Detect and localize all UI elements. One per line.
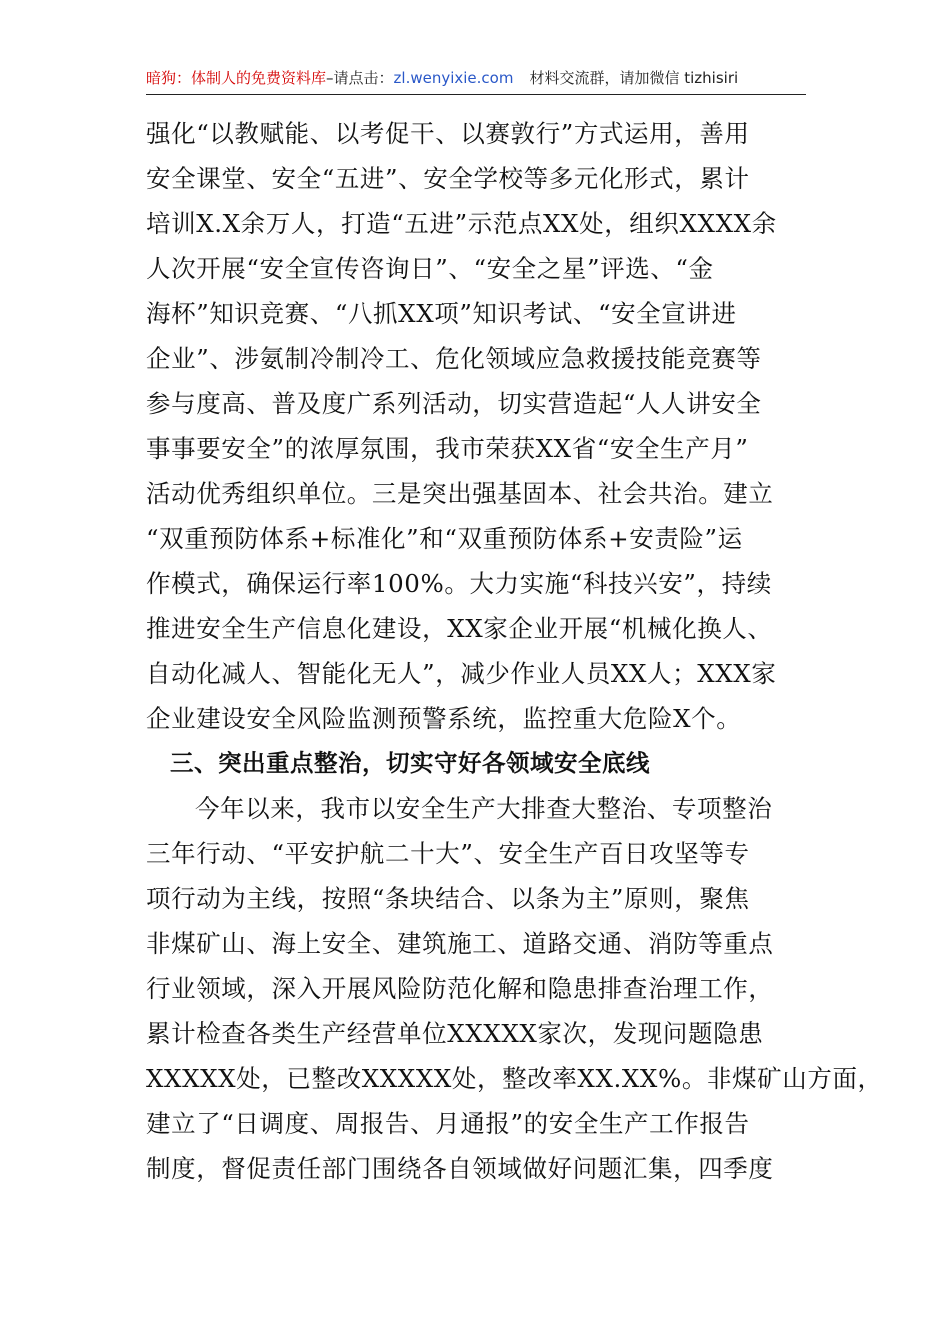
text-line: 项行动为主线，按照“条块结合、以条为主”原则，聚焦 [146, 884, 750, 913]
text-line: XXXXX处，已整改XXXXX处，整改率XX.XX%。非煤矿山方面， [146, 1064, 883, 1093]
text-line: 行业领域，深入开展风险防范化解和隐患排查治理工作， [146, 974, 774, 1003]
text-line: 自动化减人、智能化无人”，减少作业人员XX人；XXX家 [146, 659, 777, 688]
text-line: 作模式，确保运行率100%。大力实施“科技兴安”，持续 [146, 569, 772, 598]
text-line: 培训X.X余万人，打造“五进”示范点XX处，组织XXXX余 [146, 209, 777, 238]
paragraph-2 [146, 786, 883, 1191]
text-line: 建立了“日调度、周报告、月通报”的安全生产工作报告 [146, 1109, 750, 1138]
text-line: 非煤矿山、海上安全、建筑施工、道路交通、消防等重点 [146, 929, 774, 958]
text-line: 今年以来，我市以安全生产大排查大整治、专项整治 [195, 794, 773, 823]
document-body [146, 111, 883, 1191]
text-line: 推进安全生产信息化建设，XX家企业开展“机械化换人、 [146, 614, 773, 643]
text-line: 参与度高、普及度广系列活动，切实营造起“人人讲安全 [146, 389, 762, 418]
text-line: 强化“以教赋能、以考促干、以赛敦行”方式运用，善用 [146, 119, 750, 148]
text-line: 人次开展“安全宣传咨询日”、“安全之星”评选、“金 [146, 254, 714, 283]
text-line: 三年行动、“平安护航二十大”、安全生产百日攻坚等专 [146, 839, 750, 868]
text-line: 企业”、涉氨制冷制冷工、危化领域应急救援技能竞赛等 [146, 344, 762, 373]
header-group-text: 材料交流群，请加微信 tizhisiri [529, 69, 739, 87]
header-brand: 暗狗：体制人的免费资料库 [146, 69, 327, 87]
text-line: 制度，督促责任部门围绕各自领域做好问题汇集，四季度 [146, 1154, 774, 1183]
paragraph-1 [146, 111, 806, 741]
text-line: 累计检查各类生产经营单位XXXXX家次，发现问题隐患 [146, 1019, 764, 1048]
header-link[interactable]: zl.wenyixie.com [393, 69, 514, 87]
text-line: 海杯”知识竞赛、“八抓XX项”知识考试、“安全宣讲进 [146, 299, 737, 328]
text-line: 事事要安全”的浓厚氛围，我市荣获XX省“安全生产月” [146, 434, 749, 463]
text-line: 安全课堂、安全“五进”、安全学校等多元化形式，累计 [146, 164, 750, 193]
text-line: 活动优秀组织单位。三是突出强基固本、社会共治。建立 [146, 479, 774, 508]
page-header [146, 62, 806, 95]
text-line: “双重预防体系+标准化”和“双重预防体系+安责险”运 [146, 524, 743, 553]
text-line: 企业建设安全风险监测预警系统，监控重大危险X个。 [146, 704, 742, 733]
header-click-text: –请点击： [326, 69, 394, 87]
section-heading: 三、突出重点整治，切实守好各领域安全底线 [170, 749, 650, 777]
